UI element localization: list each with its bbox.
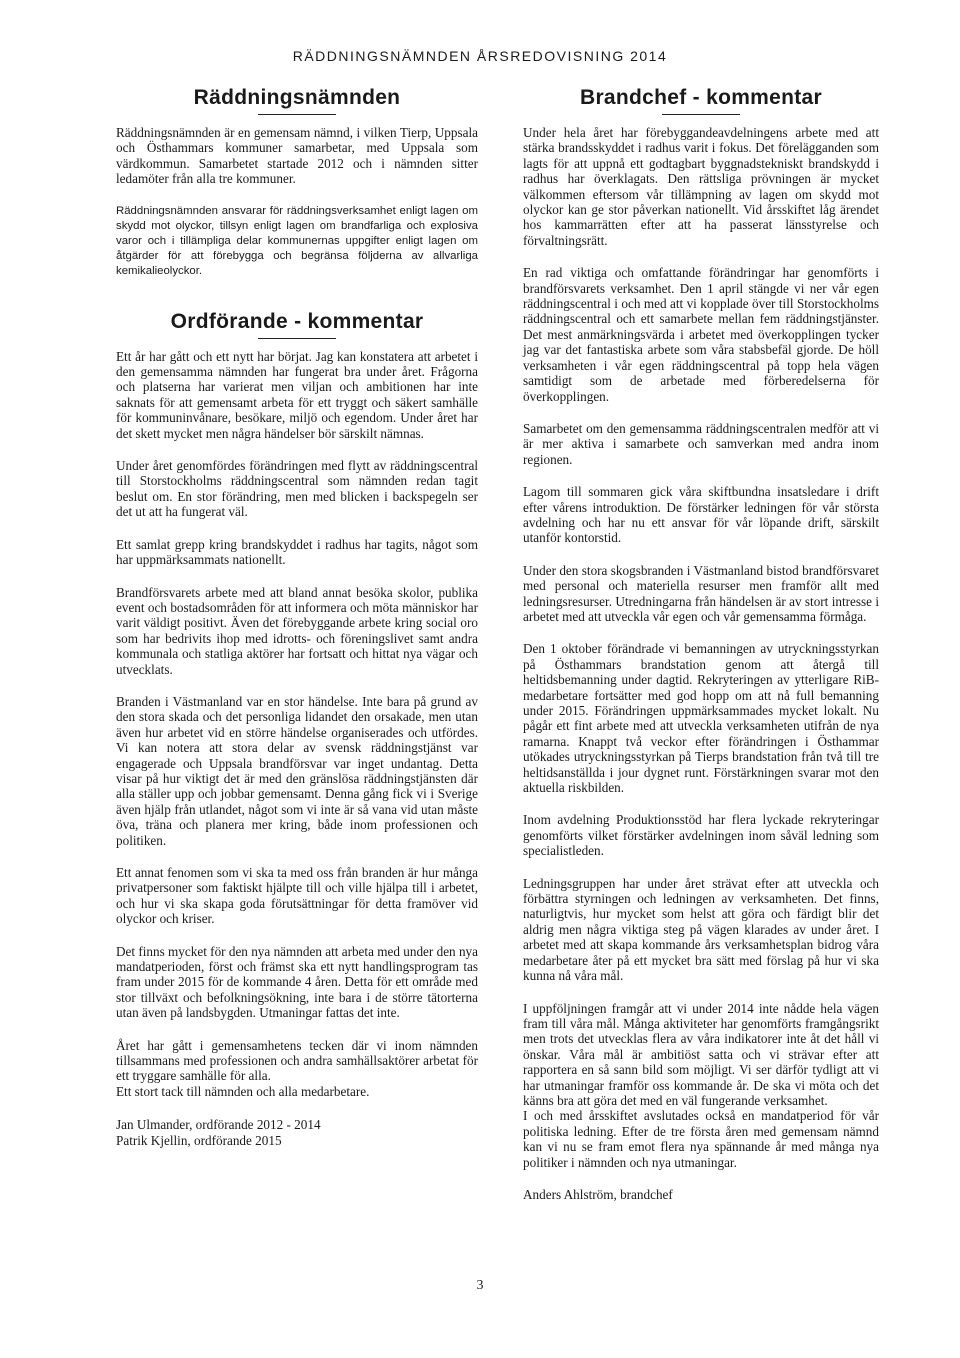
paragraph: Branden i Västmanland var en stor händelse. Inte bara på grund av den stora skada och det personliga lidandet den orsakade, men utan även hur arbetet vid en större händelse organiserades och utfördes. Vi kan notera att stora delar av svensk räddningstjänst var engagerade och Uppsala brandförsvar var inget undantag. Detta visar på hur viktigt det är med den gränslösa räddningstjänsten där alla ställer upp och jobbar gemensamt. Denna gång fick vi i Sverige även hjälp från utlandet, något som vi inte är så vana vid utan måste öva, träna och planera mer kring, både inom professionen och politiken.	[116, 693, 478, 848]
paragraph: Under den stora skogsbranden i Västmanland bistod brandförsvaret med personal och materiella resurser men framför allt med ledningsresurser. Utredningarna från händelsen är av stort intresse i arbetet med att utveckla vår egen och vår gemensamma förmåga.	[523, 562, 879, 624]
paragraph: Under året genomfördes förändringen med flytt av räddningscentral till Storstockholms räddningscentral som nämnden redan tagit beslut om. En stor förändring, men med blicken i backspegeln ser det ut att ha fungerat väl.	[116, 458, 478, 520]
paragraph: Ledningsgruppen har under året strävat efter att utveckla och förbättra styrningen och ledningen av verksamheten. Det finns, naturligtvis, hur mycket som helst att göra och färdigt blir det aldrig men några viktiga steg på vägen klarades av under året. I arbetet med att skapa kommande års verksamhetsplan bidrog våra medarbetare åter på ett mycket bra sätt med förslag på hur vi ska kunna nå våra mål.	[523, 875, 879, 984]
paragraph: Det finns mycket för den nya nämnden att arbeta med under den nya mandatperioden, först och främst ska ett nytt handlingsprogram tas fram under 2015 för de kommande 4 åren. Detta för ett område med stor tillväxt och befolkningsökning, inte bara i de större tätorterna utan även på landsbygden. Utmaningar fattas det inte.	[116, 943, 478, 1021]
paragraph: Ett år har gått och ett nytt har börjat. Jag kan konstatera att arbetet i den gemensamma nämnden har fungerat bra under året. Frågorna och platserna har varierat men viljan och ambitionen har inte saknats för att gemensamt arbeta för ett tryggt och säkert samhälle för kommuninvånare, besökare, miljö och egendom. Under året har det skett mycket men några händelser bör särskilt nämnas.	[116, 348, 478, 441]
title-underline	[258, 338, 336, 339]
paragraph: Samarbetet om den gemensamma räddningscentralen medför att vi är mer aktiva i samarbete och samverkan med andra inom regionen.	[523, 420, 879, 467]
running-header: RÄDDNINGSNÄMNDEN ÅRSREDOVISNING 2014	[292, 48, 668, 64]
title-underline	[662, 114, 740, 115]
page-number: 3	[476, 1278, 484, 1293]
paragraph: Räddningsnämnden är en gemensam nämnd, i vilken Tierp, Uppsala och Östhammars kommuner samarbetar, med Uppsala som värdkommun. Samarbetet startade 2012 och i nämnden sitter ledamöter från alla tre kommuner.	[116, 125, 478, 187]
section-title-raddningsnamnden: Räddningsnämnden	[193, 86, 401, 109]
right-column	[523, 86, 879, 1203]
paragraph: Räddningsnämnden ansvarar för räddningsverksamhet enligt lagen om skydd mot olyckor, tillsyn enligt lagen om brandfarliga och explosiva varor och i tillämpliga delar kommunernas uppgifter enligt lagen om åtgärder för att förebygga och begränsa följderna av allvarliga kemikalieolyckor.	[116, 204, 478, 278]
paragraph: Ett samlat grepp kring brandskyddet i radhus har tagits, något som har uppmärksammats nationellt.	[116, 536, 478, 568]
paragraph: En rad viktiga och omfattande förändringar har genomförts i brandförsvarets verksamhet. Den 1 april stängde vi ner vår egen räddningscentral i och med att vi kopplade över till Storstockholms räddningscentral och ett samarbete mellan fem räddningstjänster. Det mest anmärkningsvärda i arbetet med överkopplingen tycker jag var det fantastiska arbete som våra stabsbefäl gjorde. De höll verksamheten i vår egen räddningscentral på topp hela vägen samtidigt som de arbetade med förberedelserna för överkopplingen.	[523, 265, 879, 404]
paragraph: Inom avdelning Produktionsstöd har flera lyckade rekryteringar genomförts vilket förstärker avdelningen inom såväl ledning som specialistleden.	[523, 812, 879, 859]
paragraph: Ett annat fenomen som vi ska ta med oss från branden är hur många privatpersoner som faktiskt hjälpte till och ville hjälpa till i arbetet, och hur vi ska skapa goda förutsättningar för detta framöver vid olyckor och kriser.	[116, 865, 478, 927]
signature-block	[116, 1117, 478, 1148]
section-title-ordforande: Ordförande - kommentar	[170, 309, 424, 333]
paragraph: I och med årsskiftet avslutades också en mandatperiod för vår politiska ledning. Efter de tre första åren med gemensam nämnd kan vi nu se fram emot flera nya spännande år med många nya politiker i nämnden och nya utmaningar.	[523, 1108, 879, 1170]
paragraph: I uppföljningen framgår att vi under 2014 inte nådde hela vägen fram till våra mål. Många aktiviteter har genomförts framgångsrikt men trots det utvecklas flera av våra indikatorer inte åt det håll vi önskar. Våra mål är ambitiöst satta och vi strävar efter att rapportera en så sann bild som möjligt. Vi ser därför tydligt att vi har utmaningar framför oss kommande år. De ska vi möta och det känns bra att göra det med en väl fungerande verksamhet.	[523, 1000, 879, 1108]
left-column	[116, 86, 478, 1148]
closing-paragraph: Året har gått i gemensamhetens tecken där vi inom nämnden tillsammans med professionen och andra samhällsaktörer arbetat för ett tryggare samhälle för alla.	[116, 1037, 478, 1084]
signature-line: Patrik Kjellin, ordförande 2015	[116, 1132, 282, 1148]
paragraph: Under hela året har förebyggandeavdelningens arbete med att stärka brandsskyddet i radhus varit i fokus. Det förelägganden som lagts för att uppnå ett godtagbart byggnadstekniskt brandskydd i radhus har överklagats. Den rättsliga prövningen är mycket välkommen eftersom vår tillämpning av lagen om skydd mot olyckor kan ge stor påverkan nationellt. Vid årsskiftet låg ärendet hos kammarrätten efter att ha passerat länsstyrelse och förvaltningsrätt.	[523, 125, 879, 248]
paragraph: Lagom till sommaren gick våra skiftbundna insatsledare i drift efter vårens introduktion. De förstärker ledningen för vår största avdelning och har nu ett ansvar för vår löpande drift, särskilt utanför kontorstid.	[523, 484, 879, 546]
title-underline	[258, 114, 336, 115]
closing-thanks: Ett stort tack till nämnden och alla medarbetare.	[116, 1083, 370, 1099]
signature-brandchef: Anders Ahlström, brandchef	[523, 1186, 673, 1202]
signature-line: Jan Ulmander, ordförande 2012 - 2014	[116, 1117, 321, 1133]
section-title-brandchef: Brandchef - kommentar	[579, 86, 823, 109]
paragraph: Brandförsvarets arbete med att bland annat besöka skolor, publika event och bostadsområden för att informera och möta människor har varit väldigt positivt. Även det förebyggande arbete kring social oro som har bedrivits ihop med idrotts- och föreningslivet samt andra kommunala och statliga aktörer har fortsatt och hittat nya vägar och utvecklats.	[116, 584, 478, 677]
paragraph: Den 1 oktober förändrade vi bemanningen av utryckningsstyrkan på Östhammars brandstation genom att återgå till heltidsbemanning under dagtid. Rekryteringen av ytterligare RiB-medarbetare fortsätter med god hopp om att nå full bemanning under 2015. Förändringen uppmärksammades mycket lokalt. Nu pågår ett fint arbete med att utveckla verksamheten utifrån de nya ramarna. Knappt två veckor efter förändringen i Östhammar utökades utryckningsstyrkan på Tierps brandstation från två till tre heltidsanställda i jour dygnet runt. Förstärkningen svarar mot den aktuella riskbilden.	[523, 641, 879, 796]
